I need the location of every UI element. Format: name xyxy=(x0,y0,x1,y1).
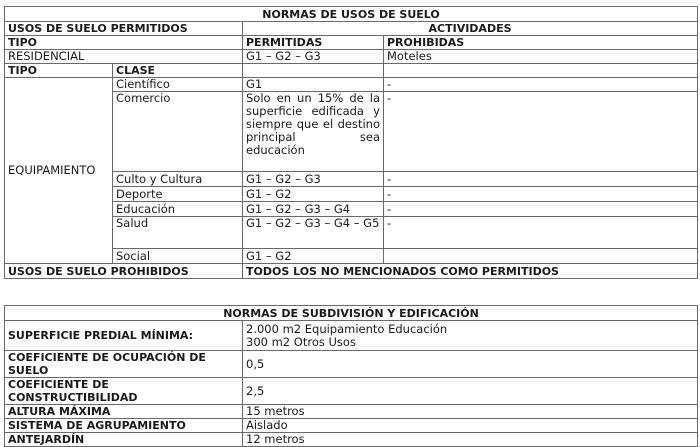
clase-column-header: CLASE xyxy=(113,64,243,78)
actividades-header: ACTIVIDADES xyxy=(243,22,698,36)
clase-cell: Deporte xyxy=(113,187,243,202)
norma-label: SUPERFICIE PREDIAL MÍNIMA: xyxy=(5,321,243,351)
table-row xyxy=(5,78,698,92)
norma-value: Aislado xyxy=(243,419,698,433)
clase-cell: Social xyxy=(113,249,243,264)
clase-cell: Salud xyxy=(113,217,243,249)
subdivision-edificacion-table xyxy=(4,305,698,447)
permitidas-cell: G1 xyxy=(243,78,384,92)
norma-label: COEFICIENTE DE CONSTRUCTIBILIDAD xyxy=(5,378,243,405)
clase-cell: Comercio xyxy=(113,92,243,172)
prohibidas-cell: - xyxy=(384,92,698,172)
prohibidas-cell: - xyxy=(384,202,698,217)
norma-label: SISTEMA DE AGRUPAMIENTO xyxy=(5,419,243,433)
norma-value: 2,5 xyxy=(243,378,698,405)
prohibidas-cell: - xyxy=(384,187,698,202)
prohibidas-cell: - xyxy=(384,217,698,249)
usos-permitidos-header: USOS DE SUELO PERMITIDOS xyxy=(5,22,243,36)
permitidas-cell: G1 – G2 xyxy=(243,249,384,264)
norma-value: 12 metros xyxy=(243,433,698,447)
equipamiento-label: EQUIPAMIENTO xyxy=(5,78,113,264)
norma-label: ALTURA MÁXIMA xyxy=(5,405,243,419)
table-row xyxy=(5,321,698,351)
table-row xyxy=(5,378,698,405)
table-title: NORMAS DE USOS DE SUELO xyxy=(5,7,698,22)
norma-value: 2.000 m2 Equipamiento Educación 300 m2 Otros Usos xyxy=(243,321,698,351)
usos-prohibidos-value: TODOS LOS NO MENCIONADOS COMO PERMITIDOS xyxy=(243,264,698,279)
permitidas-cell: G1 – G2 – G3 – G4 – G5 xyxy=(243,217,384,249)
permitidas-cell: Solo en un 15% de la superficie edificada y siempre que el destino principal sea educación xyxy=(243,92,384,172)
tipo-column-header: TIPO xyxy=(5,64,113,78)
usos-prohibidos-label: USOS DE SUELO PROHIBIDOS xyxy=(5,264,243,279)
usos-de-suelo-table xyxy=(4,6,698,279)
residencial-permitidas: G1 – G2 – G3 xyxy=(243,50,384,64)
residencial-tipo: RESIDENCIAL xyxy=(5,50,243,64)
norma-label: COEFICIENTE DE OCUPACIÓN DE SUELO xyxy=(5,351,243,378)
permitidas-cell: G1 – G2 xyxy=(243,187,384,202)
permitidas-cell: G1 – G2 – G3 – G4 xyxy=(243,202,384,217)
permitidas-cell: G1 – G2 – G3 xyxy=(243,172,384,187)
norma-value: 0,5 xyxy=(243,351,698,378)
clase-cell: Científico xyxy=(113,78,243,92)
clase-cell: Educación xyxy=(113,202,243,217)
table-row xyxy=(5,264,698,279)
tipo-header: TIPO xyxy=(5,36,243,50)
table-row xyxy=(5,405,698,419)
table-row xyxy=(5,50,698,64)
prohibidas-header: PROHIBIDAS xyxy=(384,36,698,50)
prohibidas-cell: - xyxy=(384,78,698,92)
prohibidas-cell: - xyxy=(384,172,698,187)
permitidas-header: PERMITIDAS xyxy=(243,36,384,50)
prohibidas-cell xyxy=(384,249,698,264)
norma-value: 15 metros xyxy=(243,405,698,419)
clase-cell: Culto y Cultura xyxy=(113,172,243,187)
table-row xyxy=(5,351,698,378)
table-row xyxy=(5,419,698,433)
norma-label: ANTEJARDÍN xyxy=(5,433,243,447)
residencial-prohibidas: Moteles xyxy=(384,50,698,64)
table-title: NORMAS DE SUBDIVISIÓN Y EDIFICACIÓN xyxy=(5,306,698,321)
